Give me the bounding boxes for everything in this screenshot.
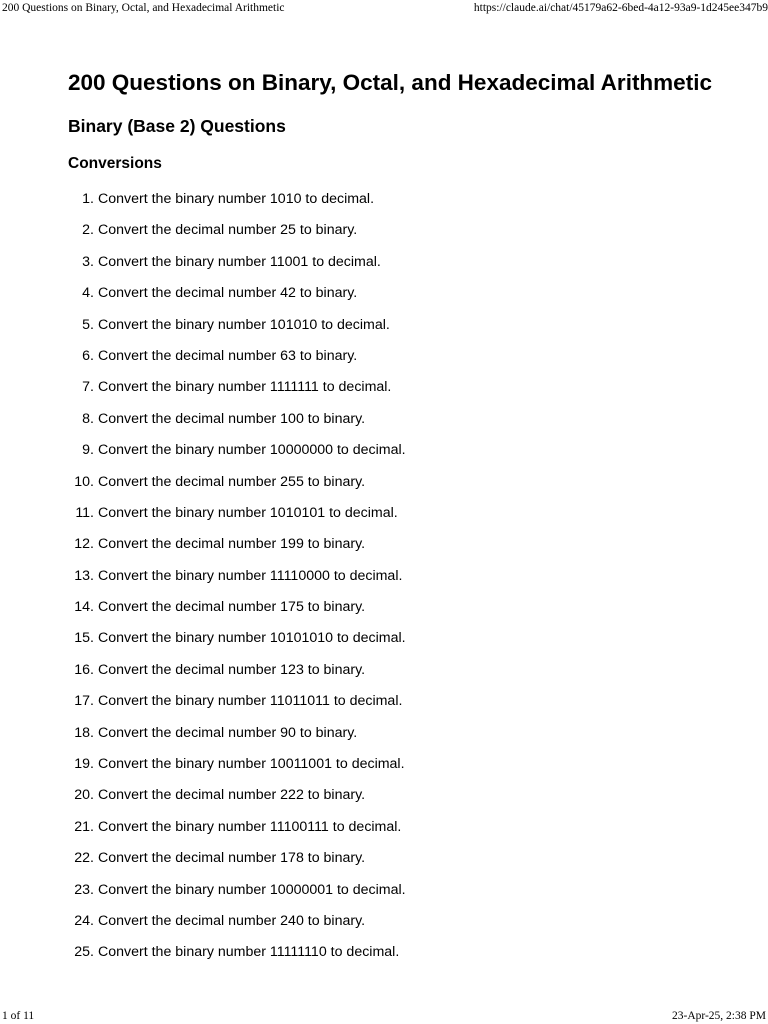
list-item	[68, 251, 748, 282]
question-row	[74, 879, 406, 910]
question-row	[74, 910, 366, 941]
question-text: Convert the binary number 11100111 to decimal.	[98, 818, 402, 835]
list-item	[68, 847, 748, 878]
question-row	[82, 376, 392, 407]
question-number: 6.	[82, 347, 94, 364]
question-row	[82, 282, 358, 313]
question-text: Convert the binary number 101010 to decimal.	[98, 316, 390, 333]
question-text: Convert the binary number 11110000 to decimal.	[98, 567, 403, 584]
question-row	[74, 816, 402, 847]
question-text: Convert the binary number 10011001 to decimal.	[98, 756, 405, 773]
list-item	[68, 565, 748, 596]
question-row	[74, 596, 366, 627]
list-item	[68, 376, 748, 407]
question-number: 25.	[74, 944, 94, 961]
question-number: 14.	[74, 599, 94, 616]
question-text: Convert the decimal number 42 to binary.	[98, 285, 358, 302]
question-text: Convert the binary number 1111111 to decimal.	[98, 379, 392, 396]
question-number: 21.	[74, 818, 94, 835]
subsection-heading: Conversions	[68, 155, 162, 172]
list-item	[68, 408, 748, 439]
question-text: Convert the binary number 10101010 to decimal.	[98, 630, 406, 647]
question-row	[82, 439, 406, 470]
question-row	[82, 251, 381, 282]
question-row	[82, 314, 390, 345]
question-number: 16.	[74, 661, 94, 678]
question-row	[74, 753, 405, 784]
question-number: 7.	[82, 379, 94, 396]
question-number: 4.	[82, 285, 94, 302]
question-row	[82, 219, 358, 250]
list-item	[68, 722, 748, 753]
question-list	[68, 188, 748, 973]
question-row	[74, 784, 366, 815]
question-text: Convert the decimal number 222 to binary.	[98, 787, 366, 804]
print-header-title: 200 Questions on Binary, Octal, and Hexadecimal Arithmetic	[2, 2, 285, 14]
list-item	[68, 879, 748, 910]
question-number: 17.	[74, 693, 94, 710]
list-item	[68, 659, 748, 690]
list-item	[68, 690, 748, 721]
question-text: Convert the decimal number 175 to binary.	[98, 599, 366, 616]
question-row	[82, 188, 375, 219]
question-number: 8.	[82, 410, 94, 427]
question-text: Convert the decimal number 90 to binary.	[98, 724, 358, 741]
question-text: Convert the binary number 1010101 to decimal.	[98, 504, 398, 521]
list-item	[68, 910, 748, 941]
question-row	[74, 690, 403, 721]
print-header	[0, 0, 768, 16]
question-text: Convert the binary number 1010 to decimal.	[98, 191, 375, 207]
question-number: 15.	[74, 630, 94, 647]
list-item	[68, 816, 748, 847]
question-row	[74, 722, 358, 753]
question-text: Convert the binary number 11111110 to decimal.	[98, 944, 400, 961]
question-text: Convert the decimal number 123 to binary.	[98, 661, 366, 678]
question-number: 3.	[82, 253, 94, 270]
page-title: 200 Questions on Binary, Octal, and Hexadecimal Arithmetic	[68, 70, 712, 95]
question-number: 11.	[75, 504, 94, 521]
print-header-url: https://claude.ai/chat/45179a62-6bed-4a12-93a9-1d245ee347b9	[473, 2, 768, 14]
question-row	[74, 533, 366, 564]
print-datetime: 23-Apr-25, 2:38 PM	[671, 1010, 766, 1022]
question-row	[74, 659, 366, 690]
question-text: Convert the decimal number 255 to binary.	[98, 473, 366, 490]
question-text: Convert the decimal number 240 to binary.	[98, 912, 366, 929]
section-heading: Binary (Base 2) Questions	[68, 116, 286, 136]
print-footer	[0, 1008, 768, 1024]
question-number: 22.	[74, 850, 94, 867]
list-item	[68, 753, 748, 784]
question-text: Convert the binary number 11011011 to decimal.	[98, 693, 403, 710]
question-text: Convert the binary number 10000000 to decimal.	[98, 442, 406, 459]
question-text: Convert the decimal number 178 to binary.	[98, 850, 366, 867]
list-item	[68, 314, 748, 345]
question-number: 2.	[82, 222, 94, 239]
list-item	[68, 439, 748, 470]
question-number: 20.	[74, 787, 94, 804]
question-number: 19.	[74, 756, 94, 773]
list-item	[68, 596, 748, 627]
list-item	[68, 502, 748, 533]
question-number: 18.	[74, 724, 94, 741]
question-text: Convert the binary number 11001 to decimal.	[98, 253, 381, 270]
question-row	[74, 847, 366, 878]
document-body	[68, 68, 748, 973]
list-item	[68, 627, 748, 658]
question-number: 5.	[82, 316, 94, 333]
question-row	[74, 627, 406, 658]
question-number: 9.	[82, 442, 94, 459]
list-item	[68, 188, 748, 219]
question-row	[74, 565, 403, 596]
question-row	[82, 345, 358, 376]
question-row	[74, 941, 400, 972]
question-number: 13.	[74, 567, 94, 584]
question-text: Convert the decimal number 25 to binary.	[98, 222, 358, 239]
question-number: 1.	[82, 191, 94, 207]
question-text: Convert the decimal number 100 to binary.	[98, 410, 366, 427]
question-text: Convert the binary number 10000001 to decimal.	[98, 881, 406, 898]
question-text: Convert the decimal number 199 to binary.	[98, 536, 366, 553]
question-number: 23.	[74, 881, 94, 898]
question-row	[75, 502, 398, 533]
question-text: Convert the decimal number 63 to binary.	[98, 347, 358, 364]
question-number: 24.	[74, 912, 94, 929]
question-number: 12.	[74, 536, 94, 553]
question-row	[74, 471, 366, 502]
list-item	[68, 471, 748, 502]
question-number: 10.	[74, 473, 94, 490]
list-item	[68, 282, 748, 313]
list-item	[68, 533, 748, 564]
list-item	[68, 219, 748, 250]
list-item	[68, 941, 748, 972]
question-row	[82, 408, 366, 439]
list-item	[68, 784, 748, 815]
page-number: 1 of 11	[2, 1010, 35, 1022]
list-item	[68, 345, 748, 376]
